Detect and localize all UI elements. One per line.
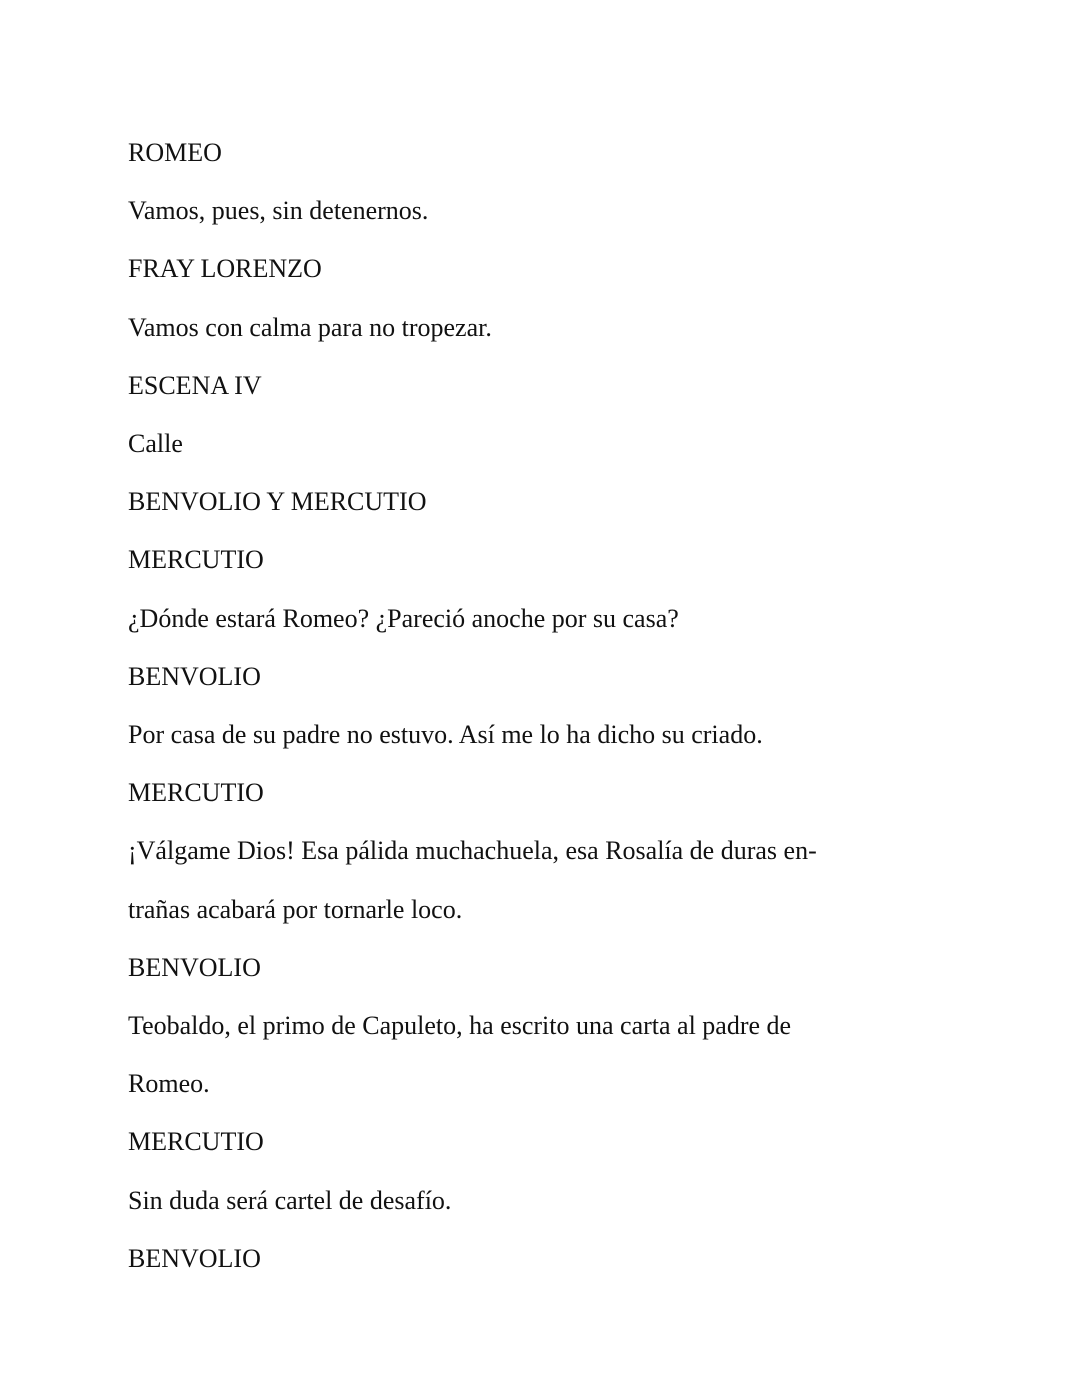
characters-entering: BENVOLIO Y MERCUTIO — [128, 487, 427, 517]
speaker-mercutio: MERCUTIO — [128, 778, 264, 808]
dialogue-line: Teobaldo, el primo de Capuleto, ha escrito una carta al padre de — [128, 1011, 792, 1041]
dialogue-line-continued: trañas acabará por tornarle loco. — [128, 894, 463, 924]
speaker-benvolio: BENVOLIO — [128, 661, 261, 691]
speaker-mercutio: MERCUTIO — [128, 1127, 264, 1157]
dialogue-line: Sin duda será cartel de desafío. — [128, 1185, 452, 1215]
speaker-benvolio: BENVOLIO — [128, 952, 261, 982]
scene-location: Calle — [128, 429, 183, 459]
dialogue-line: Por casa de su padre no estuvo. Así me lo ha dicho su criado. — [128, 720, 763, 750]
dialogue-line: Vamos con calma para no tropezar. — [128, 312, 492, 342]
scene-heading: ESCENA IV — [128, 370, 262, 400]
speaker-benvolio: BENVOLIO — [128, 1243, 261, 1273]
dialogue-line: ¡Válgame Dios! Esa pálida muchachuela, esa Rosalía de duras en- — [128, 836, 817, 866]
dialogue-line: Vamos, pues, sin detenernos. — [128, 196, 429, 226]
dialogue-line-continued: Romeo. — [128, 1069, 210, 1099]
speaker-fray-lorenzo: FRAY LORENZO — [128, 254, 322, 284]
speaker-romeo: ROMEO — [128, 138, 222, 167]
play-text — [128, 124, 848, 1288]
speaker-mercutio: MERCUTIO — [128, 545, 264, 575]
dialogue-line: ¿Dónde estará Romeo? ¿Pareció anoche por su casa? — [128, 603, 679, 633]
